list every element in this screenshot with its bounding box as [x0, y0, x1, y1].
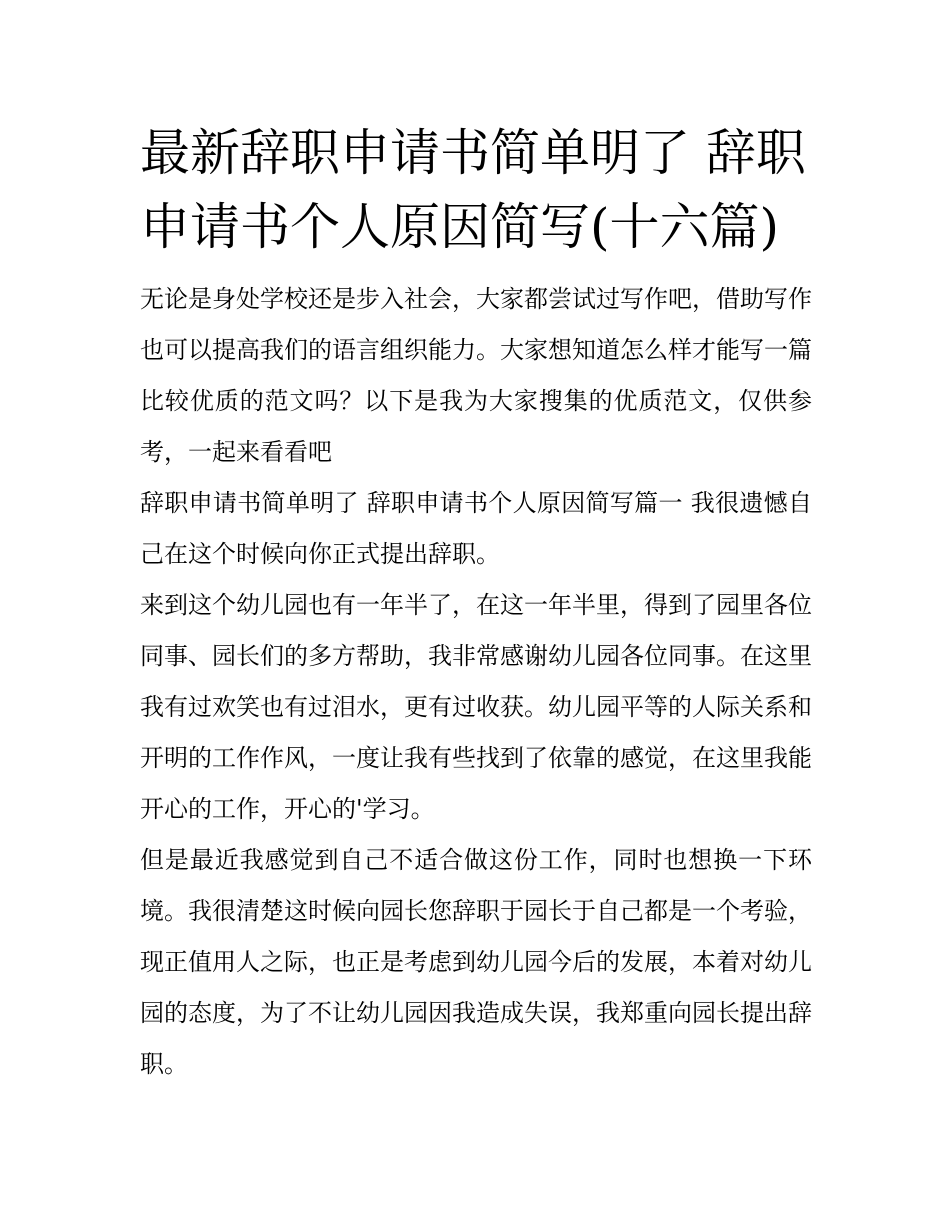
- paragraph-resignation-reason: 但是最近我感觉到自己不适合做这份工作，同时也想换一下环境。我很清楚这时候向园长您辞职于园长于自己都是一个考验，现正值用人之际，也正是考虑到幼儿园今后的发展，本着对幼儿园的态度，为了不让幼儿园因我造成失误，我郑重向园长提出辞职。: [140, 846, 812, 1078]
- paragraph-section-heading: 辞职申请书简单明了 辞职申请书个人原因简写篇一 我很遗憾自己在这个时候向你正式提出辞职。: [140, 489, 812, 568]
- paragraph-intro: 无论是身处学校还是步入社会，大家都尝试过写作吧，借助写作也可以提高我们的语言组织能力。大家想知道怎么样才能写一篇比较优质的范文吗？以下是我为大家搜集的优质范文，仅供参考，一起来看看吧: [140, 285, 812, 466]
- document-title: 最新辞职申请书简单明了 辞职申请书个人原因简写(十六篇): [140, 124, 806, 256]
- document-body: [140, 274, 812, 1090]
- paragraph-experience: 来到这个幼儿园也有一年半了，在这一年半里，得到了园里各位同事、园长们的多方帮助，我非常感谢幼儿园各位同事。在这里我有过欢笑也有过泪水，更有过收获。幼儿园平等的人际关系和开明的工作作风，一度让我有些找到了依靠的感觉，在这里我能开心的工作，开心的'学习。: [140, 591, 812, 823]
